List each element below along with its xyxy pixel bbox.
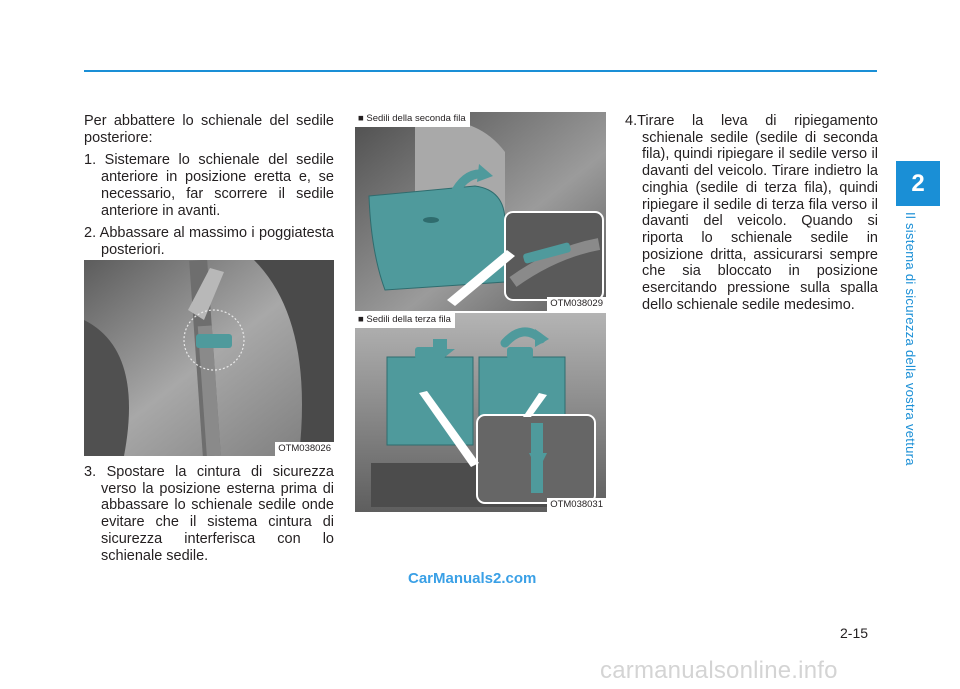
bottom-watermark: carmanualsonline.info [600,657,838,684]
step-2: 2. Abbassare al massimo i poggiatesta posteriori. [84,225,334,258]
figure-third-row [355,313,606,512]
chapter-tab: 2 [896,161,940,206]
watermark-link[interactable]: CarManuals2.com [408,570,537,587]
step-3: 3. Spostare la cintura di sicurezza verso la posizione esterna prima di abbassare lo schienale sedile onde evitare che il sistema cintura di sicurezza interferisca con lo schienale sedile. [84,464,334,564]
figure-code: OTM038029 [547,297,606,311]
left-column-lower [84,464,334,570]
third-row-illustration [355,313,606,512]
right-column [625,113,878,319]
step-4: 4.Tirare la leva di ripiegamento schienale sedile (sedile di seconda fila), quindi ripiegare il sedile verso il davanti del veicolo. Tirare indietro la cinghia (sedile di terza fila), quindi ripiegare il sedile di terza fila verso il davanti del veicolo. Quando si riporta lo schienale sedile in posizione dritta, assicurarsi sempre che sia bloccato in posizione esercitando pressione sulla spalla dello schienale sedile medesimo. [625,113,878,313]
step-1: 1. Sistemare lo schienale del sedile anteriore in posizione eretta e, se necessario, far scorrere il sedile anteriore in avanti. [84,152,334,219]
figure-code: OTM038026 [275,442,334,456]
second-row-illustration [355,112,606,311]
figure-second-row [355,112,606,311]
page-number: 2-15 [840,625,869,641]
figure-code: OTM038031 [547,498,606,512]
header-rule [84,70,877,72]
belt-illustration [84,260,334,456]
figure-caption: ■ Sedili della seconda fila [355,112,470,127]
chapter-title: Il sistema di sicurezza della vostra vettura [903,212,918,466]
figure-belt [84,260,334,456]
figure-caption: ■ Sedili della terza fila [355,313,455,328]
left-column [84,113,334,265]
intro-text: Per abbattere lo schienale del sedile posteriore: [84,113,334,146]
